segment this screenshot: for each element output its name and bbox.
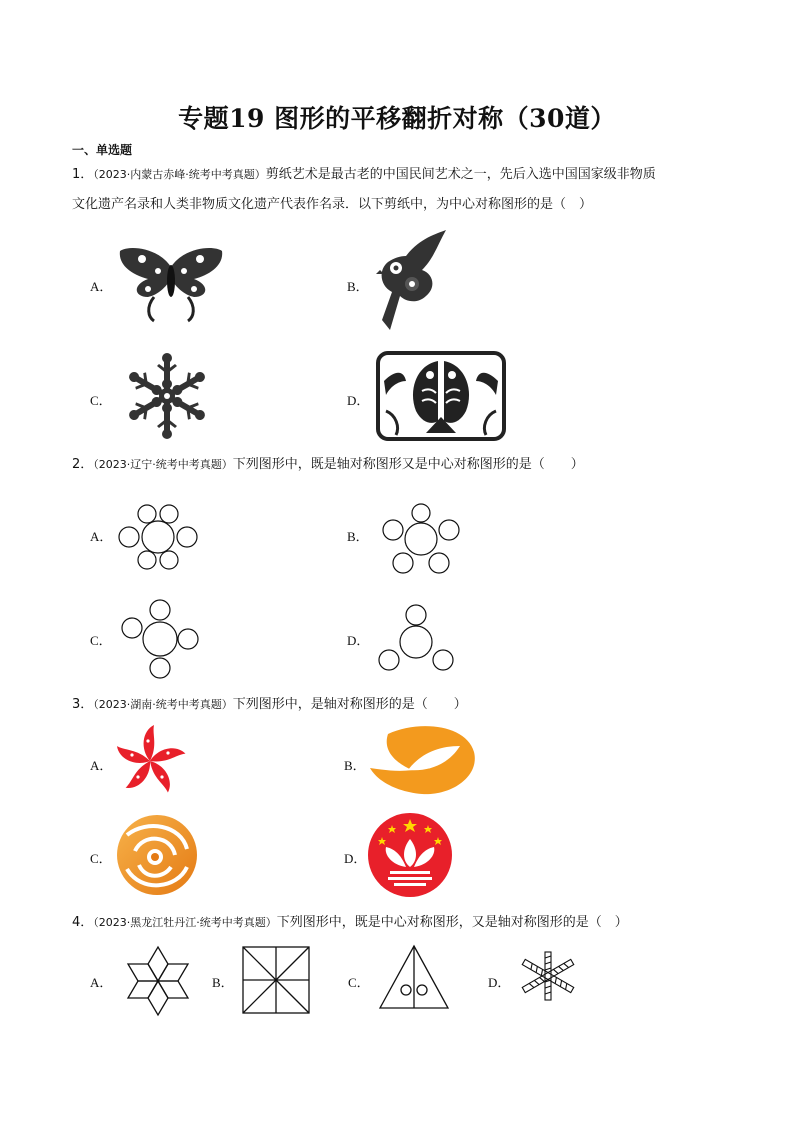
phoenix-logo-icon [115,812,199,898]
option-c-label[interactable]: C． [90,633,112,648]
question-text-line1: 剪纸艺术是最古老的中国民间艺术之一，先后入选中国国家级非物质 [265,167,656,182]
option-b-label[interactable]: B． [212,975,234,990]
option-a-label[interactable]: A． [90,279,113,294]
question-source: （2023·内蒙古赤峰·统考中考真题） [93,168,266,181]
question-2 [72,450,732,480]
pinwheel-square-icon [242,946,310,1014]
lotus-emblem-icon [366,812,454,898]
option-b-label[interactable]: B． [347,279,369,294]
question-number: 1． [72,167,94,182]
option-b-label[interactable]: B． [344,758,366,773]
section-heading: 一、单选题 [72,143,133,157]
option-a-label[interactable]: A． [90,758,113,773]
question-1 [72,160,732,220]
question-number: 2． [72,457,94,472]
circles-figure-a-icon [118,505,198,569]
option-a-label[interactable]: A． [90,529,113,544]
question-number: 3． [72,697,94,712]
bauhinia-flower-icon [115,723,185,799]
circles-figure-c-icon [120,598,200,680]
fish-papercut-icon [376,351,506,441]
page-title: 专题19 图形的平移翻折对称（30道） [178,104,616,133]
question-text: 下列图形中，既是中心对称图形，又是轴对称图形的是（ ） [276,915,628,930]
option-b-label[interactable]: B． [347,529,369,544]
circles-figure-b-icon [380,503,462,575]
question-source: （2023·辽宁·统考中考真题） [93,458,233,471]
option-d-label[interactable]: D． [347,393,370,408]
question-number: 4． [72,915,94,930]
question-4 [72,908,732,938]
circles-figure-d-icon [376,604,456,672]
snowflake-papercut-icon [123,352,211,440]
option-d-label[interactable]: D． [344,851,367,866]
option-d-label[interactable]: D． [488,975,511,990]
question-3 [72,690,732,720]
question-text-line2: 文化遗产名录和人类非物质文化遗产代表作名录．以下剪纸中，为中心对称图形的是（ ） [72,197,593,212]
triangle-circles-icon [378,944,450,1010]
option-c-label[interactable]: C． [90,393,112,408]
rhombus-star-icon [124,946,192,1016]
butterfly-papercut-icon [118,245,224,323]
swallow-papercut-icon [376,230,448,334]
question-source: （2023·湖南·统考中考真题） [93,698,233,711]
option-d-label[interactable]: D． [347,633,370,648]
question-text: 下列图形中，是轴对称图形的是（ ） [232,697,467,712]
question-source: （2023·黑龙江牡丹江·统考中考真题） [93,916,277,929]
option-c-label[interactable]: C． [348,975,370,990]
question-text: 下列图形中，既是轴对称图形又是中心对称图形的是（ ） [232,457,584,472]
snowflake-hatched-icon [518,950,578,1002]
option-c-label[interactable]: C． [90,851,112,866]
orange-logo-icon [368,724,478,796]
option-a-label[interactable]: A． [90,975,113,990]
